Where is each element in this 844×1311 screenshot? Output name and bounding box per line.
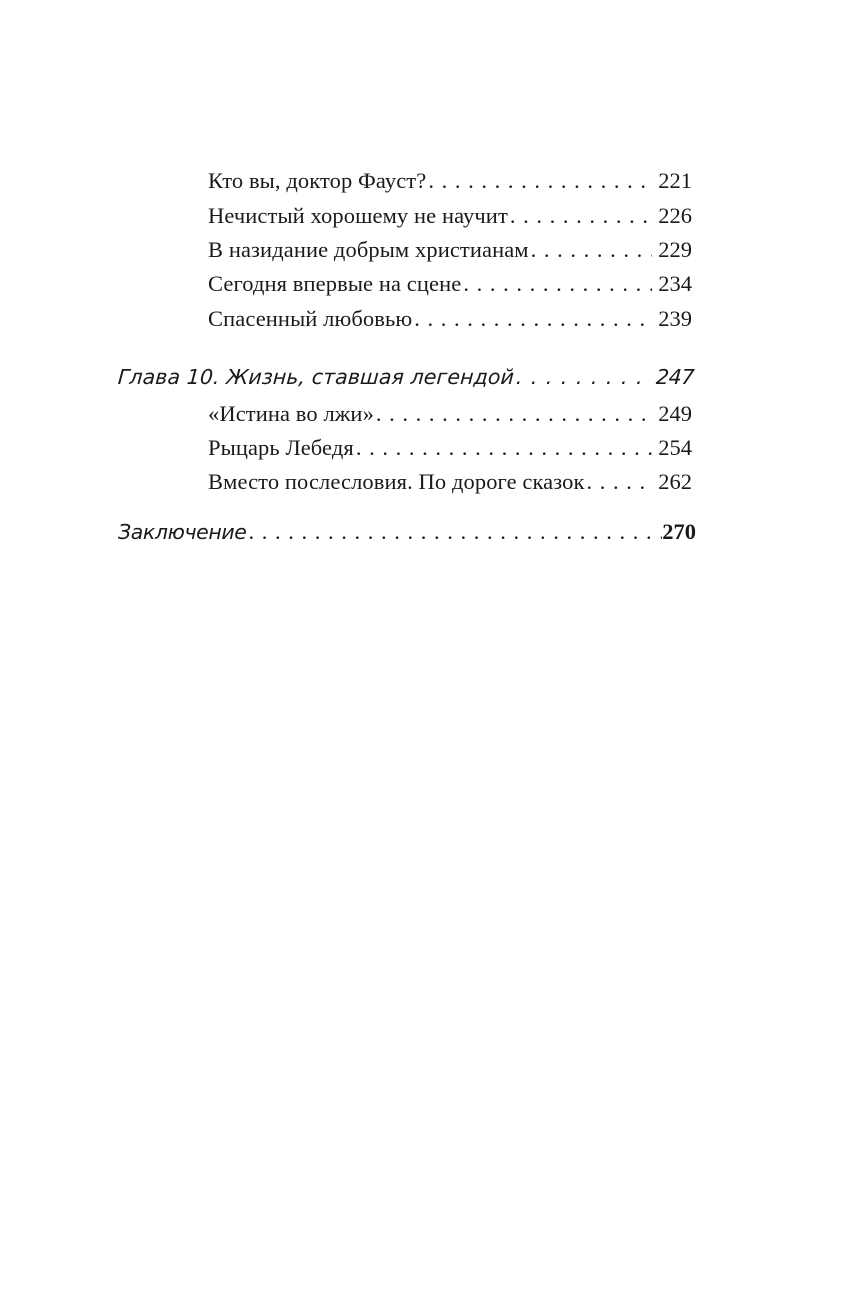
dot-leader — [463, 269, 652, 299]
dot-leader — [414, 304, 652, 334]
toc-entry[interactable] — [208, 269, 692, 299]
toc-conclusion-entry[interactable] — [118, 517, 696, 547]
toc-entry-page: 249 — [658, 401, 692, 426]
toc-chapter-title: Глава 10. Жизнь, ставшая легендой — [117, 365, 515, 389]
toc-entry-page: 229 — [658, 237, 692, 262]
toc-entry-title: «Истина во лжи» — [208, 401, 374, 426]
toc-entry[interactable] — [208, 235, 692, 265]
toc-entry-page: 234 — [658, 271, 692, 296]
dot-leader — [376, 399, 652, 429]
toc-entry-title: Кто вы, доктор Фауст? — [208, 168, 427, 193]
toc-entry-page: 239 — [658, 306, 692, 331]
toc-chapter-entry[interactable] — [117, 362, 695, 392]
toc-entry-page: 254 — [658, 435, 692, 460]
toc-entry[interactable] — [208, 399, 692, 429]
toc-entry[interactable] — [208, 467, 692, 497]
toc-entry-title: В назидание добрым христианам — [208, 237, 529, 262]
dot-leader — [510, 201, 652, 231]
toc-entry-title: Рыцарь Лебедя — [208, 435, 354, 460]
toc-entry-page: 221 — [658, 168, 692, 193]
dot-leader — [428, 166, 652, 196]
toc-entry-page: 226 — [658, 203, 692, 228]
toc-entry-title: Спасенный любовью — [208, 306, 413, 331]
toc-entry[interactable] — [208, 166, 692, 196]
dot-leader — [531, 235, 653, 265]
dot-leader — [515, 362, 651, 392]
toc-conclusion-title: Заключение — [118, 520, 247, 544]
toc-chapter-page: 247 — [655, 365, 695, 389]
dot-leader — [587, 467, 653, 497]
toc-entry-page: 262 — [658, 469, 692, 494]
dot-leader — [356, 433, 652, 463]
toc-entry-title: Нечистый хорошему не научит — [208, 203, 508, 228]
toc-conclusion-page: 270 — [662, 519, 696, 544]
toc-entry[interactable] — [208, 201, 692, 231]
dot-leader — [249, 517, 663, 547]
toc-entry-title: Сегодня впервые на сцене — [208, 271, 462, 296]
toc-entry-title: Вместо послесловия. По дороге сказок — [208, 469, 585, 494]
toc-entry[interactable] — [208, 433, 692, 463]
toc-entry[interactable] — [208, 304, 692, 334]
